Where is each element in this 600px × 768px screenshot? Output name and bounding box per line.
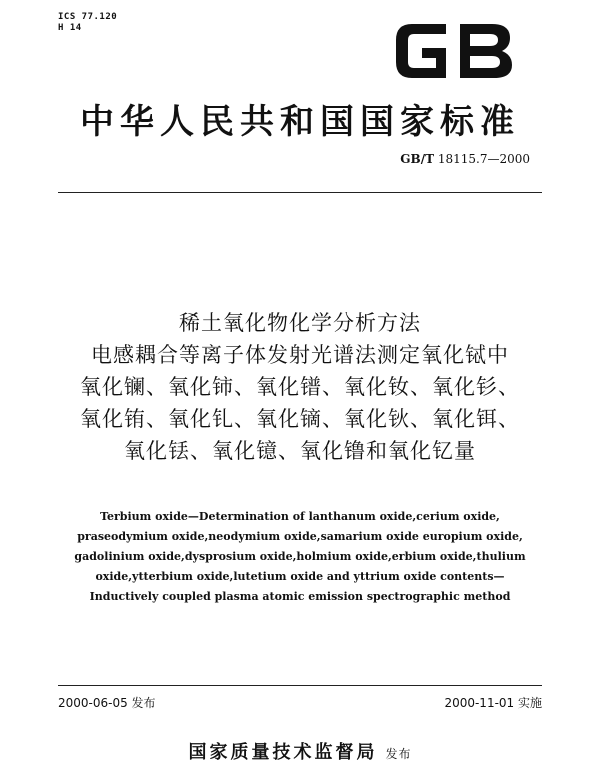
english-title-line: praseodymium oxide,neodymium oxide,samarium oxide europium oxide, [77,530,523,543]
publisher-suffix: 发布 [385,747,412,761]
standard-number-value: 18115.7—2000 [437,152,530,166]
chinese-title-line: 氧化铕、氧化钆、氧化镝、氧化钬、氧化铒、 [80,407,520,431]
publisher-name: 国家质量技术监督局 [188,742,378,763]
chinese-title-line: 电感耦合等离子体发射光谱法测定氧化铽中 [91,343,509,367]
standard-number [400,152,530,166]
publisher [0,738,600,764]
english-title [30,507,570,607]
english-title-line: Inductively coupled plasma atomic emission spectrographic method [89,590,511,603]
chinese-title-line: 氧化铥、氧化镱、氧化镥和氧化钇量 [124,439,476,463]
chinese-title [20,307,580,467]
ccs-code: H 14 [58,23,82,33]
english-title-line: Terbium oxide—Determination of lanthanum oxide,cerium oxide, [100,510,500,523]
standard-number-prefix: GB/T [400,152,434,166]
chinese-title-line: 氧化镧、氧化铈、氧化镨、氧化钕、氧化钐、 [80,375,520,399]
gb-logo-graphic [388,14,520,88]
english-title-line: oxide,ytterbium oxide,lutetium oxide and yttrium oxide contents— [95,570,505,583]
top-divider [58,192,542,193]
classification-codes [58,12,117,34]
english-title-line: gadolinium oxide,dysprosium oxide,holmium oxide,erbium oxide,thulium [74,550,526,563]
issue-date: 2000-06-05 发布 [58,696,156,710]
national-standard-title: 中华人民共和国国家标准 [80,102,520,142]
gb-logo [388,14,520,88]
ics-code: ICS 77.120 [58,12,118,22]
bottom-divider [58,685,542,686]
implementation-date: 2000-11-01 实施 [444,696,542,710]
chinese-title-line: 稀土氧化物化学分析方法 [179,311,421,335]
